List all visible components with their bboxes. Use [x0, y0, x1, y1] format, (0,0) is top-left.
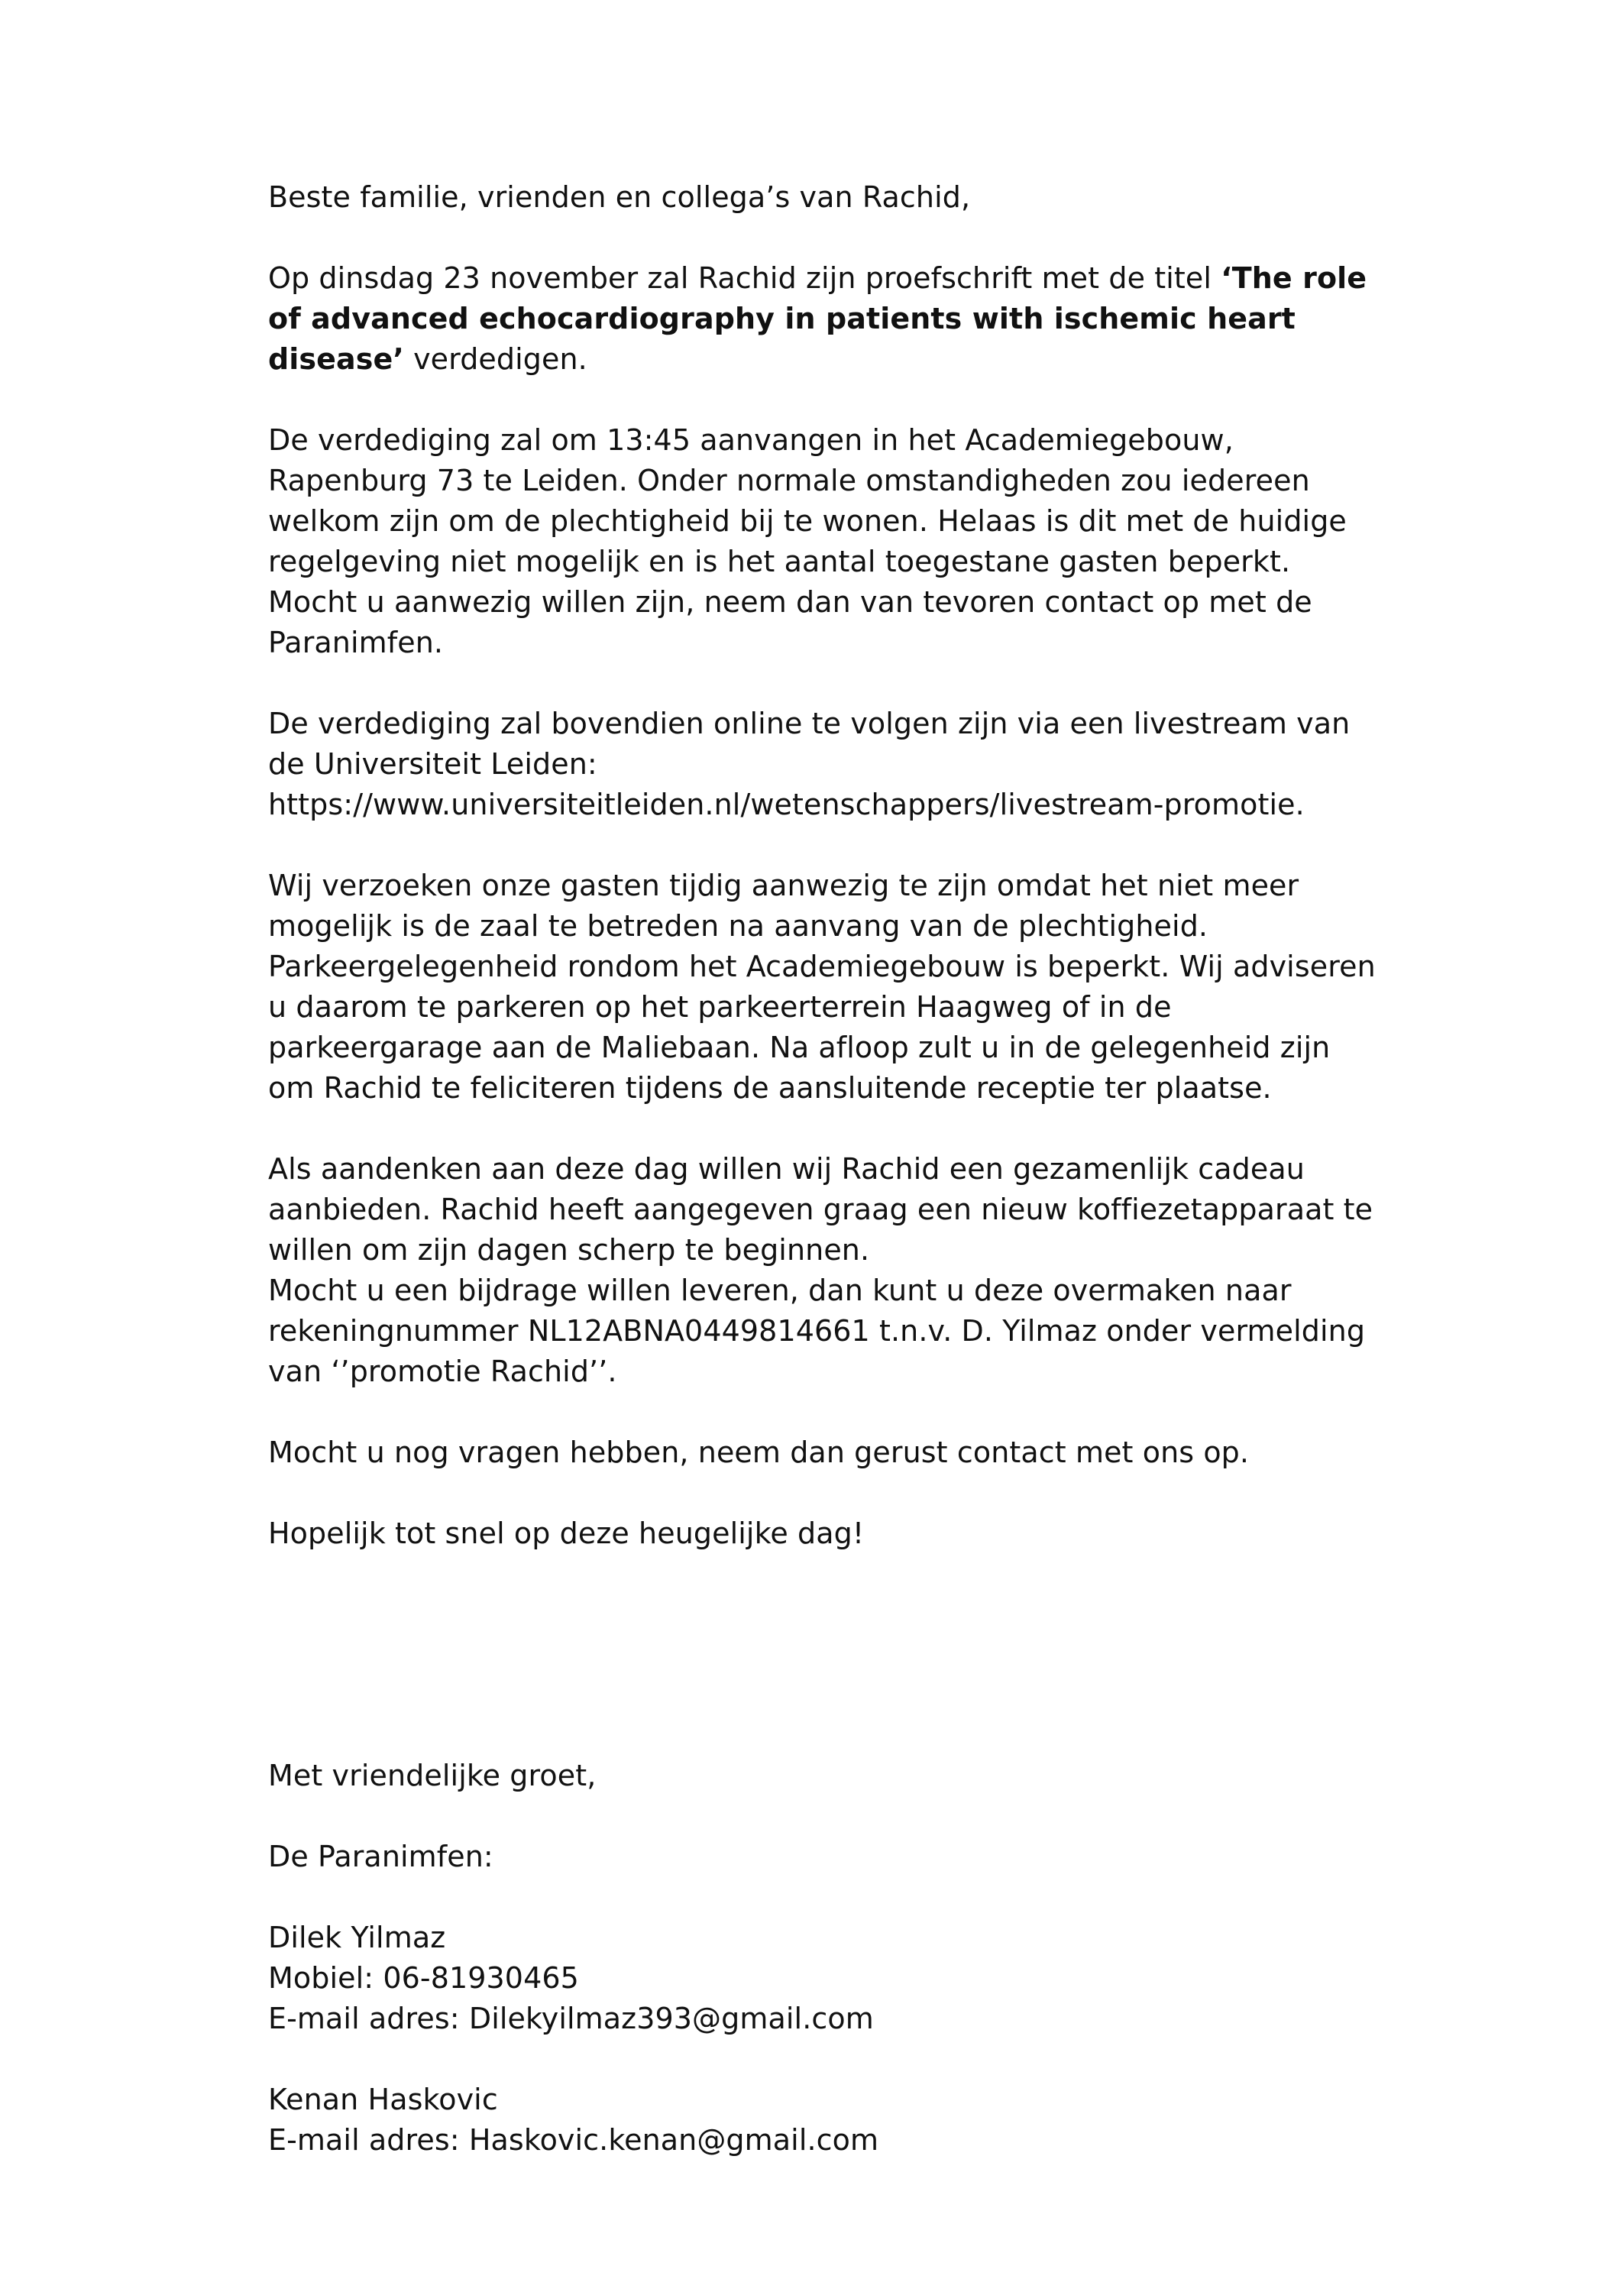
questions-paragraph: Mocht u nog vragen hebben, neem dan gerust contact met ons op.: [268, 1436, 1250, 1469]
livestream-url: https://www.universiteitleiden.nl/wetenschappers/livestream-promotie.: [268, 788, 1305, 821]
contact-name: Dilek Yilmaz: [268, 1921, 446, 1954]
contact-name: Kenan Haskovic: [268, 2083, 498, 2116]
greeting: Beste familie, vrienden en collega’s van Rachid,: [268, 180, 971, 214]
payment-paragraph: Mocht u een bijdrage willen leveren, dan kunt u deze overmaken naar rekeningnummer NL12ABNA0449814661 t.n.v. D. Yilmaz onder vermelding van ‘’promotie Rachid’’.: [268, 1274, 1366, 1388]
intro-paragraph: [268, 258, 1383, 380]
livestream-paragraph: [268, 704, 1383, 825]
intro-text-after: verdedigen.: [403, 342, 587, 376]
arrival-paragraph: Wij verzoeken onze gasten tijdig aanwezig te zijn omdat het niet meer mogelijk is de zaal te betreden na aanvang van de plechtigheid. Parkeergelegenheid rondom het Academiegebouw is beperkt. Wij adviseren u daarom te parkeren op het parkeerterrein Haagweg of in de parkeergarage aan de Maliebaan. Na afloop zult u in de gelegenheid zijn om Rachid te feliciteren tijdens de aansluitende receptie ter plaatse.: [268, 869, 1376, 1105]
location-paragraph: De verdediging zal om 13:45 aanvangen in het Academiegebouw, Rapenburg 73 te Leiden. Onder normale omstandigheden zou iedereen welkom zijn om de plechtigheid bij te wonen. Helaas is dit met de huidige regelgeving niet mogelijk en is het aantal toegestane gasten beperkt. Mocht u aanwezig willen zijn, neem dan van tevoren contact op met de Paranimfen.: [268, 423, 1347, 659]
contact-block: [268, 1918, 1383, 2039]
closing-wish: Hopelijk tot snel op deze heugelijke dag!: [268, 1517, 865, 1550]
contact-block: [268, 2080, 1383, 2161]
contact-email: E-mail adres: Dilekyilmaz393@gmail.com: [268, 2002, 874, 2035]
letter-page: [268, 177, 1383, 2161]
gift-paragraph: Als aandenken aan deze dag willen wij Rachid een gezamenlijk cadeau aanbieden. Rachid heeft aangegeven graag een nieuw koffiezetapparaat te willen om zijn dagen scherp te beginnen.: [268, 1152, 1373, 1267]
regards: Met vriendelijke groet,: [268, 1759, 597, 1792]
contact-phone: Mobiel: 06-81930465: [268, 1961, 579, 1995]
intro-text-before: Op dinsdag 23 november zal Rachid zijn proefschrift met de titel: [268, 261, 1221, 295]
thesis-title: ‘The role of advanced echocardiography in patients with ischemic heart disease’: [268, 261, 1367, 376]
livestream-text: De verdediging zal bovendien online te volgen zijn via een livestream van de Universiteit Leiden:: [268, 707, 1351, 781]
contact-email: E-mail adres: Haskovic.kenan@gmail.com: [268, 2123, 879, 2157]
signature-heading: De Paranimfen:: [268, 1840, 493, 1873]
